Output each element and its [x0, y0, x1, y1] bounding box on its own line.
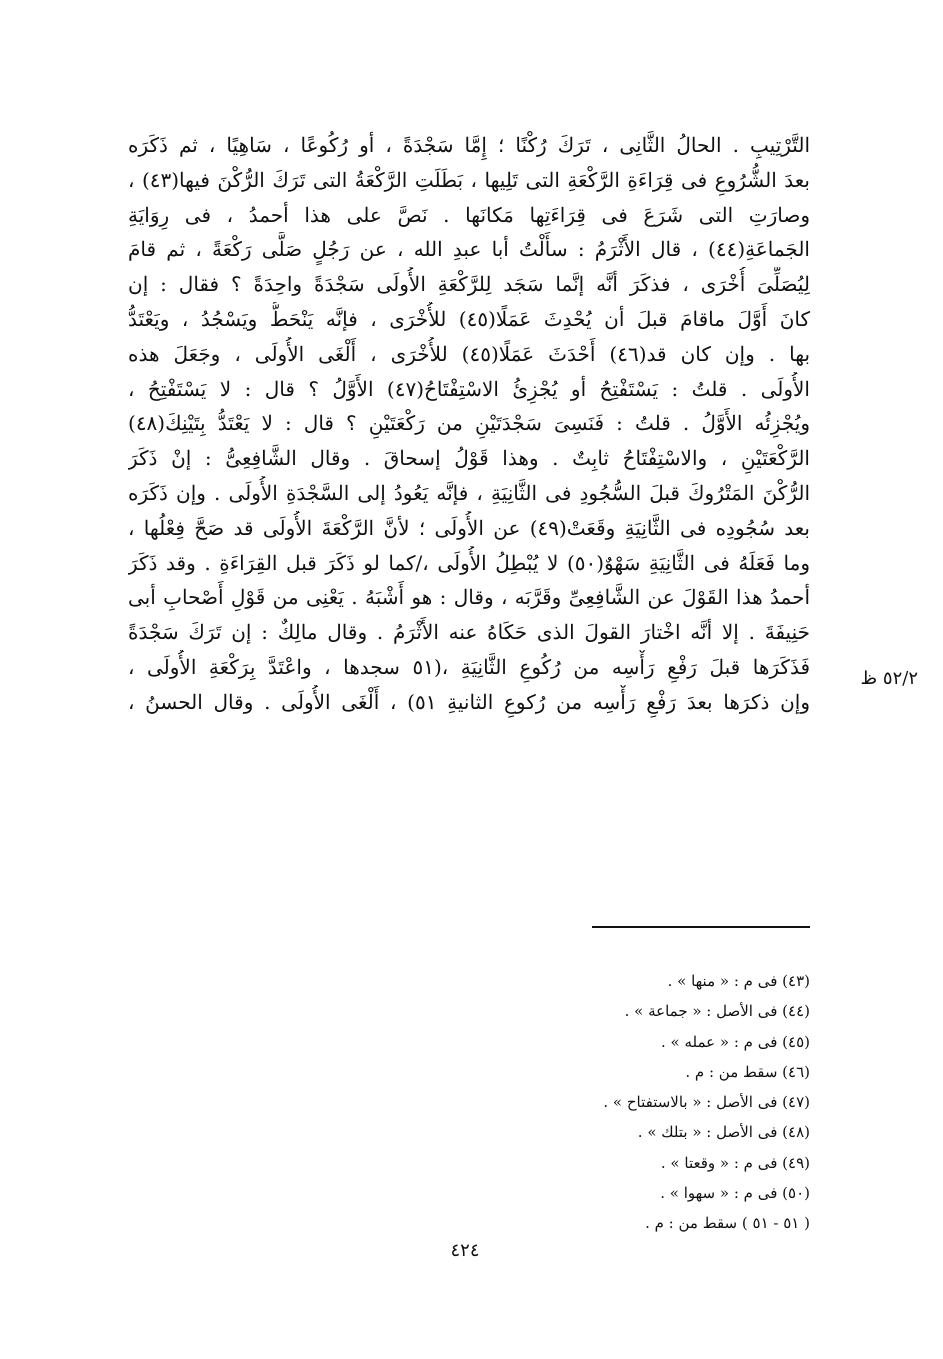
footnotes	[430, 966, 810, 1239]
page-number: ٤٢٤	[450, 1240, 480, 1261]
text-line: الرُّكْنَ المَتْرُوكَ قبلَ السُّجُودِ فى الثَّانِيَةِ ، فإنَّه يَعُودُ إلى السَّجْدَةِ الأُولَى . وإن ذَكَرَه	[128, 480, 810, 505]
footnote: (٤٣) فى م : « منها » .	[667, 972, 810, 990]
text-line: كانَ أَوَّلَ ماقامَ قبلَ أن يُحْدِثَ عَمَلًا(٤٥) للأُخْرَى ، فإنَّه يَنْحَطُّ ويَسْجُدُ ، ويَعْتَدُّ	[128, 306, 810, 331]
footnote: (٤٦) سقط من : م .	[685, 1062, 810, 1081]
main-text-block	[128, 128, 810, 720]
footnote: ( ٥١ - ٥١ ) سقط من : م .	[645, 1214, 810, 1233]
text-line: وصارَتِ التى شَرَعَ فى قِرَاءَتِها مَكانَها . نَصَّ على هذا أحمدُ ، فى رِوَايَةِ	[128, 202, 810, 227]
text-line: لِيُصَلِّىَ أُخْرَى ، فذكَرَ أنَّه إنَّما سَجَد لِلرَّكْعَةِ الأُولَى سَجْدَةً واحِدَةً ؟ فقال : إن	[128, 272, 810, 297]
text-line: الأُولَى . قلتُ : يَسْتَفْتِحُ أو يُجْزِئُ الاسْتِفْتَاحُ(٤٧) الأَوَّلُ ؟ قال : لا يَسْتَفْتِحُ ،	[128, 376, 810, 401]
footnote: (٤٤) فى الأصل : « جماعة » .	[624, 1002, 810, 1021]
text-line: ويُجْزِئُه الأَوَّلُ . قلتُ : فَنَسِىَ سَجْدَتَيْنِ من رَكْعَتَيْنِ ؟ قال : لا يَعْتَدُّ بِتَيْنِكَ(٤٨)	[128, 411, 810, 436]
text-line: حَنِيفَةَ . إلا أنَّه اخْتارَ القولَ الذى حَكَاهُ عنه الأَثْرَمُ . وقال مالِكٌ : إن تَرَكَ سَجْدَةً	[128, 620, 810, 645]
text-line: بعدَ الشُّرُوعِ فى قِرَاءَةِ الرَّكْعَةِ التى تَلِيها ، بَطَلَتِ الرَّكْعَةُ التى تَرَكَ الرُّكْنَ فيها(٤٣) ،	[128, 167, 810, 192]
footnote: (٤٨) فى الأصل : « بتلك » .	[637, 1123, 810, 1142]
margin-folio-note: ٥٢/٢ ظ	[860, 668, 918, 689]
footnote: (٥٠) فى م : « سهوا » .	[660, 1184, 810, 1203]
text-line: فَذَكَرَها قبلَ رَفْعِ رَأْسِه من رُكُوعِ الثَّانِيَةِ ،(٥١ سجدها ، واعْتَدَّ بِرَكْعَةِ الأُولَى ،	[128, 654, 810, 679]
text-line: أحمدُ هذا القَوْلَ عن الشَّافِعِىِّ وقَرَّبَه ، وقال : هو أَشْبَهُ . يَعْنِى من قَوْلِ أَصْحابِ أبى	[128, 585, 810, 610]
text-line: الرَّكْعَتَيْنِ ، والاسْتِفْتَاحُ ثابِتٌ . وهذا قَوْلُ إسحاقَ . وقال الشَّافِعِىُّ : إنْ ذَكَرَ	[128, 446, 810, 471]
text-line: وما فَعَلَهُ فى الثَّانِيَةِ سَهْوٌ(٥٠) لا يُبْطِلُ الأُولَى ،/كما لو ذَكَرَ قبل القِرَاءَةِ . وقد ذَكَرَ	[128, 550, 810, 575]
text-line: وإن ذكرَها بعدَ رَفْعِ رَأْسِه من رُكوعِ الثانيةِ ٥١) ، أَلْغَى الأُولَى . وقال الحسنُ ،	[128, 689, 810, 714]
footnote: (٤٥) فى م : « عمله » .	[661, 1032, 810, 1051]
text-line: بعد سُجُودِه فى الثَّانِيَةِ وقَعَتْ(٤٩) عن الأُولَى ؛ لأنَّ الرَّكْعَةَ الأُولَى قد صَحَّ فِعْلُها ،	[128, 515, 810, 540]
footnote: (٤٧) فى الأصل : « بالاستفتاح » .	[603, 1093, 810, 1112]
footnote: (٤٩) فى م : « وقعتا » .	[660, 1153, 810, 1172]
text-line: الجَماعَةِ(٤٤) ، قال الأَثْرَمُ : سأَلْتُ أبا عبدِ الله ، عن رَجُلٍ صَلَّى رَكْعَةً ، ثم قامَ	[128, 237, 810, 262]
footnote-separator	[592, 926, 810, 928]
text-line: التَّرْتِيبِ . الحالُ الثَّانِى ، تَرَكَ رُكْنًا ؛ إِمَّا سَجْدَةً ، أو رُكُوعًا ، سَاهِيًا ، ثم ذَكَرَه	[128, 133, 810, 157]
text-line: بها . وإن كان قد(٤٦) أَحْدَثَ عَمَلًا(٤٥) للأُخْرَى ، أَلْغَى الأُولَى ، وجَعَلَ هذه	[128, 341, 810, 366]
